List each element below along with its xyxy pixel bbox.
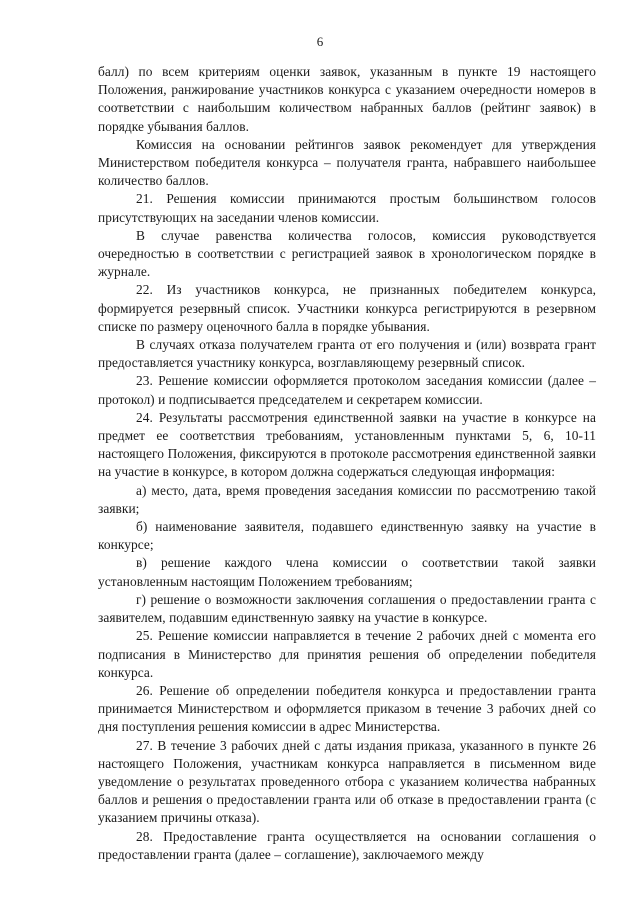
paragraph-item-23: 23. Решение комиссии оформляется протоколом заседания комиссии (далее – протокол) и подписывается председателем и секретарем комиссии. <box>98 373 596 407</box>
paragraph-item-24: 24. Результаты рассмотрения единственной заявки на участие в конкурсе на предмет ее соответствия требованиям, установленным пунктами 5, 6, 10-11 настоящего Положения, фиксируются в протоколе рассмотрения единственной заявки на участие в конкурсе, в котором должна содержаться следующая информация: <box>98 409 596 480</box>
page-number: 6 <box>316 34 324 49</box>
subitem-g: г) решение о возможности заключения соглашения о предоставлении гранта с заявителем, подавшим единственную заявку на участие в конкурсе. <box>98 591 596 626</box>
paragraph-refusal-case: В случаях отказа получателем гранта от его получения и (или) возврата грант предоставляется участнику конкурса, возглавляющему резервный список. <box>98 337 596 371</box>
paragraph-item-28: 28. Предоставление гранта осуществляется на основании соглашения о предоставлении гранта (далее – соглашение), заключаемого между <box>98 828 596 862</box>
paragraph-item-25: 25. Решение комиссии направляется в течение 2 рабочих дней с момента его подписания в Министерство для принятия решения об определении победителя конкурса. <box>98 628 596 680</box>
paragraph-commission-recommendation: Комиссия на основании рейтингов заявок рекомендует для утверждения Министерством победителя конкурса – получателя гранта, набравшего наибольшее количество баллов. <box>98 136 596 189</box>
document-body <box>98 63 596 864</box>
paragraph-equal-votes: В случае равенства количества голосов, комиссия руководствуется очередностью в соответствии с регистрацией заявок в хронологическом порядке в журнале. <box>98 227 596 280</box>
paragraph-item-21: 21. Решения комиссии принимаются простым большинством голосов присутствующих на заседании членов комиссии. <box>98 191 596 225</box>
paragraph-item-27: 27. В течение 3 рабочих дней с даты издания приказа, указанного в пункте 26 настоящего Положения, участникам конкурса направляется в письменном виде уведомление о результатах проведенного отбора с указанием количества набранных баллов и решения о предоставлении гранта или об отказе в предоставлении гранта (с указанием причины отказа). <box>98 737 596 826</box>
paragraph-item-22: 22. Из участников конкурса, не признанных победителем конкурса, формируется резервный список. Участники конкурса регистрируются в резервном списке по размеру оценочного балла в порядке убывания. <box>98 282 596 334</box>
paragraph-rating-continuation: балл) по всем критериям оценки заявок, указанным в пункте 19 настоящего Положения, ранжирование участников конкурса с указанием очередности номеров в соответствии с наибольшим количеством набранных баллов (рейтинг заявок) в порядке убывания баллов. <box>98 64 596 134</box>
subitem-v: в) решение каждого члена комиссии о соответствии такой заявки установленным настоящим Положением требованиям; <box>98 555 596 589</box>
subitem-a: а) место, дата, время проведения заседания комиссии по рассмотрению такой заявки; <box>98 482 596 516</box>
paragraph-item-26: 26. Решение об определении победителя конкурса и предоставлении гранта принимается Министерством и оформляется приказом в течение 3 рабочих дней со дня поступления решения комиссии в адрес Министерства. <box>98 682 596 735</box>
subitem-b: б) наименование заявителя, подавшего единственную заявку на участие в конкурсе; <box>98 519 596 553</box>
